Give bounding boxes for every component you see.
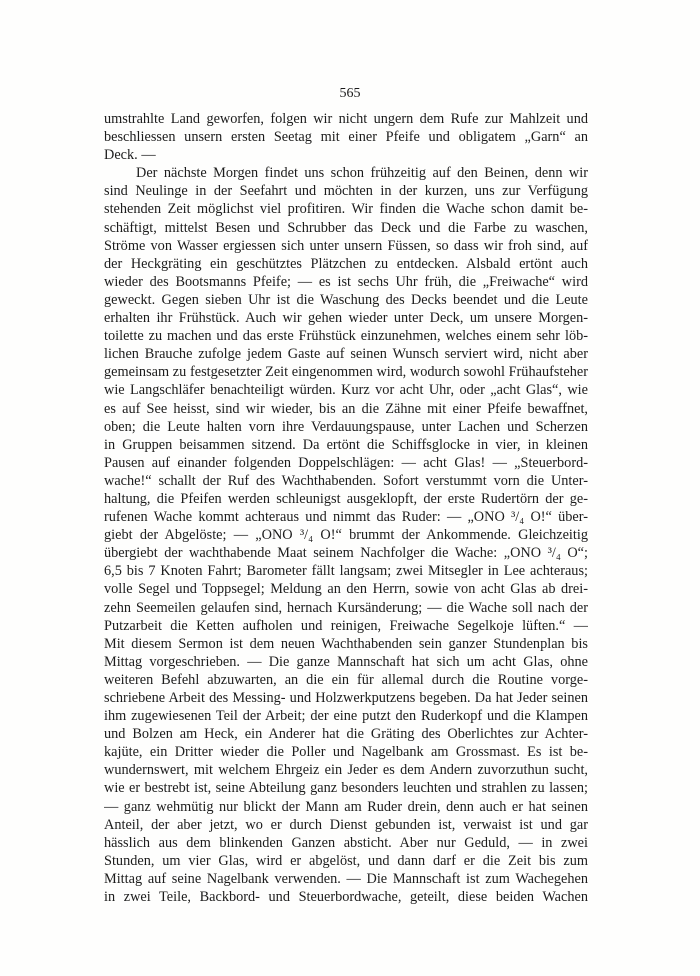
text-line: wie er bestrebt ist, seine Abteilung ganz besonders leuchten und strahlen zu lassen; bbox=[104, 780, 588, 797]
text-line: haltung, die Pfeifen werden schleunigst ausgeklopft, der erste Rudertörn der ge- bbox=[104, 490, 588, 507]
text-line: übergiebt der wachthabende Maat seinem Nachfolger die Wache: „ONO ³/₄ O“; bbox=[104, 545, 588, 562]
text-line: hässlich aus dem blinkenden Ganzen absticht. Aber nur Geduld, — in zwei bbox=[104, 834, 588, 851]
text-line: Mit diesem Sermon ist dem neuen Wachthabenden sein ganzer Stundenplan bis bbox=[104, 635, 588, 652]
text-line: lichen Brauche zufolge jedem Gaste auf seinen Wunsch serviert wird, nicht aber bbox=[104, 346, 588, 363]
text-line: es auf See heisst, sind wir wieder, bis an die Zähne mit einer Pfeife bewaffnet, bbox=[104, 400, 588, 417]
text-line: geweckt. Gegen sieben Uhr ist die Waschung des Decks beendet und die Leute bbox=[104, 291, 588, 308]
page-number: 565 bbox=[339, 86, 361, 101]
text-line: Ströme von Wasser ergiessen sich unter unsern Füssen, so dass wir froh sind, auf bbox=[104, 237, 588, 254]
body-text bbox=[104, 110, 588, 906]
text-line: 6,5 bis 7 Knoten Fahrt; Barometer fällt langsam; zwei Mitsegler in Lee achteraus; bbox=[104, 563, 588, 580]
text-line: schriebene Arbeit des Messing- und Holzwerkputzens begeben. Da hat Jeder seinen bbox=[104, 690, 588, 706]
text-line: Pausen auf einander folgenden Doppelschlägen: — acht Glas! — „Steuerbord- bbox=[104, 454, 588, 471]
text-line: Der nächste Morgen findet uns schon frühzeitig auf den Beinen, denn wir bbox=[136, 165, 588, 182]
text-line: weiteren Befehl abzuwarten, an die ein für allemal durch die Routine vorge- bbox=[104, 671, 588, 688]
text-line: volle Segel und Toppsegel; Meldung an den Herrn, sowie von acht Glas ab drei- bbox=[104, 581, 588, 598]
text-line: giebt der Abgelöste; — „ONO ³/₄ O!“ brummt der Ankommende. Gleichzeitig bbox=[104, 527, 588, 544]
text-line: Deck. — bbox=[104, 147, 156, 164]
text-line: zehn Seemeilen gelaufen sind, hernach Kursänderung; — die Wache soll nach der bbox=[104, 599, 588, 616]
text-line: wache!“ schallt der Ruf des Wachthabenden. Sofort verstummt vorn die Unter- bbox=[104, 472, 588, 489]
text-line: wie Langschläfer benachteiligt würden. Kurz vor acht Uhr, oder „acht Glas“, wie bbox=[104, 382, 588, 399]
text-line: gemeinsam zu festgesetzter Zeit eingenommen wird, wodurch sowohl Frühaufsteher bbox=[104, 364, 588, 381]
text-line: umstrahlte Land geworfen, folgen wir nicht ungern dem Rufe zur Mahlzeit und bbox=[104, 111, 588, 127]
text-line: Stunden, um vier Glas, wird er abgelöst, und dann darf er die Zeit bis zum bbox=[104, 852, 588, 869]
text-line: wundernswert, mit welchem Ehrgeiz ein Jeder es dem Andern zuvorzuthun sucht, bbox=[104, 762, 588, 779]
text-line: Anteil, der aber jetzt, wo er durch Dienst gebunden ist, verwaist ist und gar bbox=[104, 816, 588, 833]
text-line: — ganz wehmütig nur blickt der Mann am Ruder drein, denn auch er hat seinen bbox=[104, 798, 588, 815]
text-line: Mittag auf seine Nagelbank verwenden. — Die Mannschaft ist zum Wachegehen bbox=[104, 870, 588, 887]
text-line: in Gruppen beisammen sitzend. Da ertönt die Schiffsglocke in vier, in kleinen bbox=[104, 436, 588, 453]
text-line: sind Neulinge in der Seefahrt und möchten in der kurzen, uns zur Verfügung bbox=[104, 183, 588, 200]
text-line: oben; die Leute halten vorn ihre Verdauungspause, unter Lachen und Scherzen bbox=[104, 418, 588, 435]
text-line: erhalten ihr Frühstück. Auch wir gehen wieder unter Deck, um unsere Morgen- bbox=[104, 310, 588, 327]
text-line: der Heckgräting ein geschütztes Plätzchen zu entdecken. Alsbald ertönt auch bbox=[104, 255, 588, 272]
text-line: toilette zu machen und das erste Frühstück einzunehmen, welches einem sehr löb- bbox=[104, 328, 588, 345]
text-line: in zwei Teile, Backbord- und Steuerbordwache, geteilt, diese beiden Wachen bbox=[104, 889, 588, 906]
text-line: wieder des Bootsmanns Pfeife; — es ist sechs Uhr früh, die „Freiwache“ wird bbox=[104, 273, 588, 290]
text-line: beschliessen unsern ersten Seetag mit einer Pfeife und obligatem „Garn“ an bbox=[104, 129, 588, 146]
text-line: Mittag vorgeschrieben. — Die ganze Mannschaft hat sich um acht Glas, ohne bbox=[104, 653, 588, 670]
text-line: rufenen Wache kommt achteraus und nimmt das Ruder: — „ONO ³/₄ O!“ über- bbox=[104, 509, 588, 526]
text-line: schäftigt, mittelst Besen und Schrubber das Deck und die Farbe zu waschen, bbox=[104, 219, 588, 236]
text-line: stehenden Zeit möglichst viel profitiren. Wir finden die Wache schon damit be- bbox=[104, 201, 588, 218]
text-line: Putzarbeit die Ketten aufholen und reinigen, Freiwache Segelkoje lüften.“ — bbox=[104, 617, 588, 634]
text-line: ihm zugewiesenen Teil der Arbeit; der eine putzt den Ruderkopf und die Klampen bbox=[104, 708, 588, 725]
text-line: und Bolzen am Heck, ein Anderer hat die Gräting des Oberlichtes zur Achter- bbox=[104, 726, 588, 743]
text-line: kajüte, ein Dritter wieder die Poller und Nagelbank am Grossmast. Es ist be- bbox=[104, 744, 588, 761]
